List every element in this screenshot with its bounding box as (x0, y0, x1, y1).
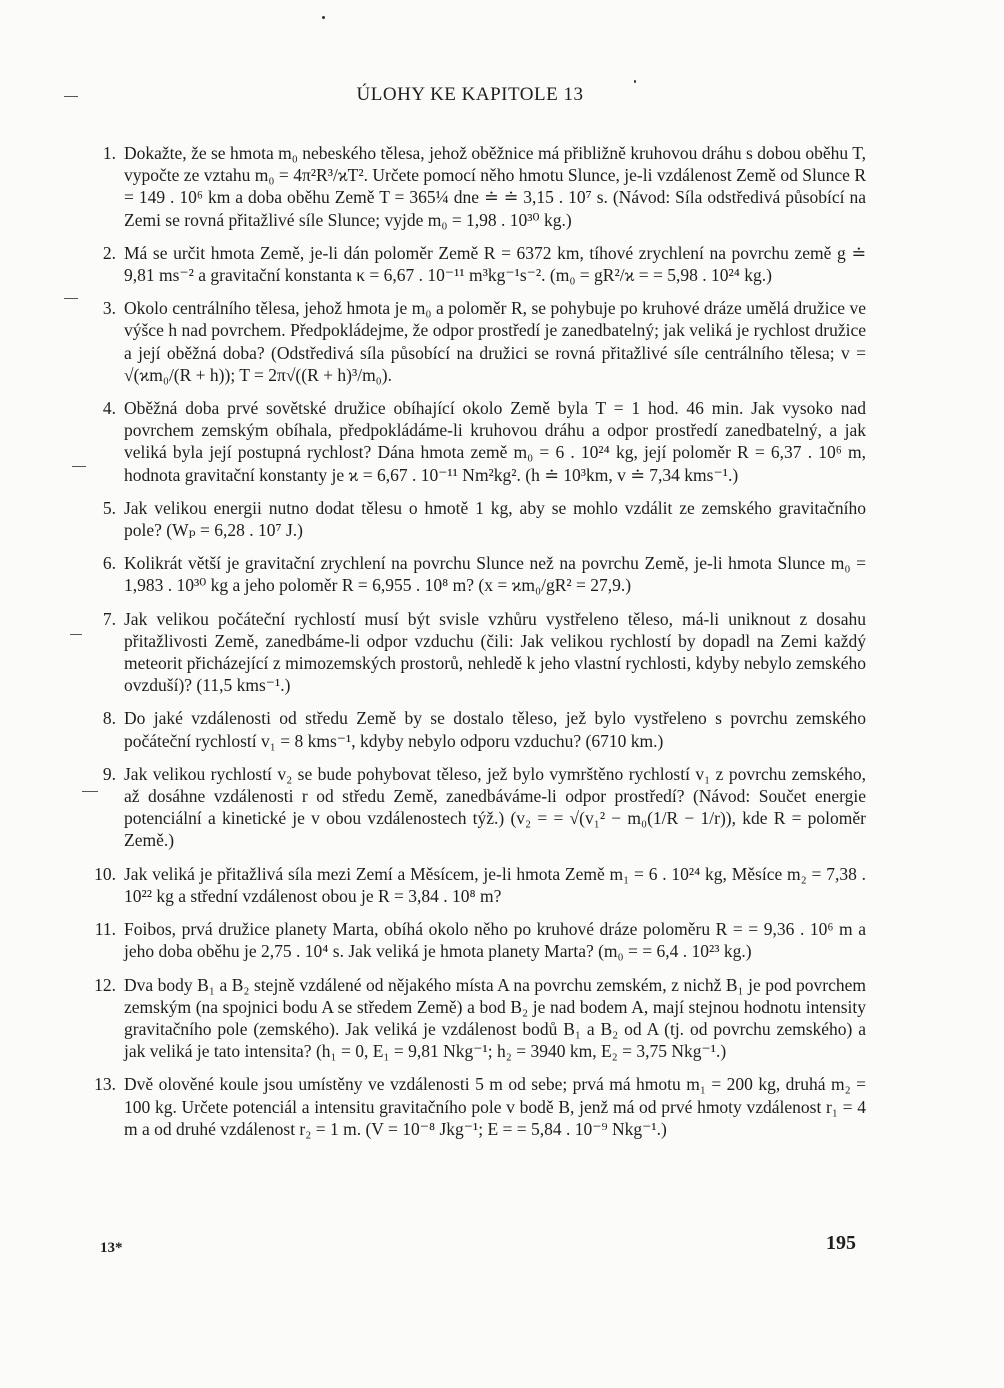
problem-item (86, 297, 866, 386)
problem-number: 7. (102, 608, 116, 629)
problem-item (86, 918, 866, 962)
page-number: 195 (826, 1232, 856, 1254)
problem-number: 13. (94, 1074, 116, 1095)
problem-text: Dvě olověné koule jsou umístěny ve vzdálenosti 5 m od sebe; prvá má hmotu m₁ = 200 kg, druhá m₂ = 100 kg. Určete potenciál a intensitu gravitačního pole v bodě B, jenž má od prvé hmoty vzdálenost r₁ = 4 m a od druhé vzdálenost r₂ = 1 m. (V = 10⁻⁸ Jkg⁻¹; E = = 5,84 . 10⁻⁹ Nkg⁻¹.) (124, 1074, 866, 1139)
ink-speck (322, 16, 325, 19)
signature-mark: 13* (100, 1240, 123, 1256)
problem-item (86, 974, 866, 1063)
ink-speck (634, 80, 636, 83)
problem-text: Má se určit hmota Země, je-li dán poloměr Země R = 6372 km, tíhové zrychlení na povrchu země g ≐ 9,81 ms⁻² a gravitační konstanta κ = 6,67 . 10⁻¹¹ m³kg⁻¹s⁻². (m₀ = gR²/ϰ = = 5,98 . 10²⁴ kg.) (124, 242, 866, 286)
problem-text: Foibos, prvá družice planety Marta, obíhá okolo něho po kruhové dráze poloměru R = = 9,36 . 10⁶ m a jeho doba oběhu je 2,75 . 10⁴ s. Jak veliká je hmota planety Marta? (m₀ = = 6,4 . 10²³ kg.) (124, 919, 866, 962)
problem-text: Kolikrát větší je gravitační zrychlení na povrchu Slunce než na povrchu Země, je-li hmota Slunce m₀ = 1,983 . 10³⁰ kg a jeho poloměr R = 6,955 . 10⁸ m? (x = ϰm₀/gR² = 27,9.) (124, 553, 866, 596)
problem-text: Jak velikou rychlostí v₂ se bude pohybovat těleso, jež bylo vymrštěno rychlostí v₁ z povrchu zemského, až dosáhne vzdálenosti r od středu Země, zanedbáváme-li odpor prostředí? (Návod: Součet energie potenciální a kinetické je v obou vzdálenostech týž.) (v₂ = = √(v₁² − m₀(1/R − 1/r)), kde R = poloměr Země.) (124, 763, 866, 851)
problem-item (86, 142, 866, 231)
problem-item (86, 1073, 866, 1140)
problem-number: 4. (102, 398, 116, 419)
problem-text: Oběžná doba prvé sovětské družice obíhající okolo Země byla T = 1 hod. 46 min. Jak vysoko nad povrchem zemským obíhala, předpokládáme-li kruhovou dráhu a odpor prostředí zanedbatelný, a jak veliká byla její postupná rychlost? Dána hmota země m₀ = 6 . 10²⁴ kg, její poloměr R = 6,37 . 10⁶ m, hodnota gravitační konstanty je ϰ = 6,67 . 10⁻¹¹ Nm²kg². (h ≐ 10³km, v ≐ 7,34 kms⁻¹.) (124, 398, 866, 485)
page-title: ÚLOHY KE KAPITOLE 13 (356, 84, 584, 105)
problem-item (86, 552, 866, 596)
problem-text: Jak veliká je přitažlivá síla mezi Zemí a Měsícem, je-li hmota Země m₁ = 6 . 10²⁴ kg, Měsíce m₂ = 7,38 . 10²² kg a střední vzdálenost obou je R = 3,84 . 10⁸ m? (124, 863, 866, 906)
problem-text: Dva body B₁ a B₂ stejně vzdálené od nějakého místa A na povrchu zemském, z nichž B₁ je pod povrchem zemským (na spojnici bodu A se středem Země) a bod B₂ je nad bodem A, mají stejnou hodnotu intensity gravitačního pole (zemského). Jak veliká je vzdálenost bodů B₁ a B₂ od A (tj. od povrchu zemského) a jak veliká je tato intensita? (h₁ = 0, E₁ = 9,81 Nkg⁻¹; h₂ = 3940 km, E₂ = 3,75 Nkg⁻¹.) (124, 974, 866, 1062)
problem-number: 3. (102, 298, 116, 319)
problem-text: Do jaké vzdálenosti od středu Země by se dostalo těleso, jež bylo vystřeleno s povrchu zemského počáteční rychlostí v₁ = 8 kms⁻¹, kdyby nebylo odporu vzduchu? (6710 km.) (124, 708, 866, 751)
margin-mark (64, 298, 78, 299)
problem-number: 8. (102, 708, 116, 729)
problem-number: 12. (94, 974, 116, 995)
problem-number: 9. (102, 763, 116, 784)
problem-number: 6. (102, 553, 116, 574)
problem-number: 5. (102, 497, 116, 518)
problem-number: 10. (94, 863, 116, 884)
problem-item (86, 242, 866, 286)
problem-text: Jak velikou počáteční rychlostí musí být svisle vzhůru vystřeleno těleso, má-li uniknout z dosahu přitažlivosti Země, zanedbáme-li odpor vzduchu (čili: Jak velikou rychlostí by dopadl na Zemi každý meteorit přicházející z mimozemských prostorů, nehledě k jeho vlastní rychlosti, kdyby nebylo zemského ovzduší)? (11,5 kms⁻¹.) (124, 608, 866, 696)
problem-item (86, 497, 866, 541)
problem-item (86, 763, 866, 852)
margin-mark (70, 634, 82, 635)
problem-item (86, 863, 866, 907)
problem-text: Dokažte, že se hmota m₀ nebeského tělesa, jehož oběžnice má přibližně kruhovou dráhu s dobou oběhu T, vypočte ze vztahu m₀ = 4π²R³/ϰT². Určete pomocí něho hmotu Slunce, je-li vzdálenost Země od Slunce R = 149 . 10⁶ km a doba oběhu Země T = 365¼ dne ≐ ≐ 3,15 . 10⁷ s. (Návod: Síla odstředivá působící na Zemi se rovná přitažlivé síle Slunce; vyjde m₀ = 1,98 . 10³⁰ kg.) (124, 143, 866, 230)
problem-item (86, 707, 866, 751)
problem-text: Okolo centrálního tělesa, jehož hmota je m₀ a poloměr R, se pohybuje po kruhové dráze umělá družice ve výšce h nad povrchem. Předpokládejme, že odpor prostředí je zanedbatelný; jak veliká je rychlost družice a její oběžná doba? (Odstředivá síla působící na družici se rovná přitažlivé síle centrálního tělesa; v = √(ϰm₀/(R + h)); T = 2π√((R + h)³/m₀). (124, 298, 866, 385)
problem-list (86, 142, 866, 1151)
problem-number: 1. (102, 143, 116, 163)
problem-item (86, 608, 866, 697)
problem-number: 11. (94, 919, 116, 940)
problem-item (86, 397, 866, 486)
problem-number: 2. (102, 242, 116, 263)
problem-text: Jak velikou energii nutno dodat tělesu o hmotě 1 kg, aby se mohlo vzdálit ze zemského gravitačního pole? (Wₚ = 6,28 . 10⁷ J.) (124, 497, 866, 541)
margin-mark (72, 466, 86, 467)
